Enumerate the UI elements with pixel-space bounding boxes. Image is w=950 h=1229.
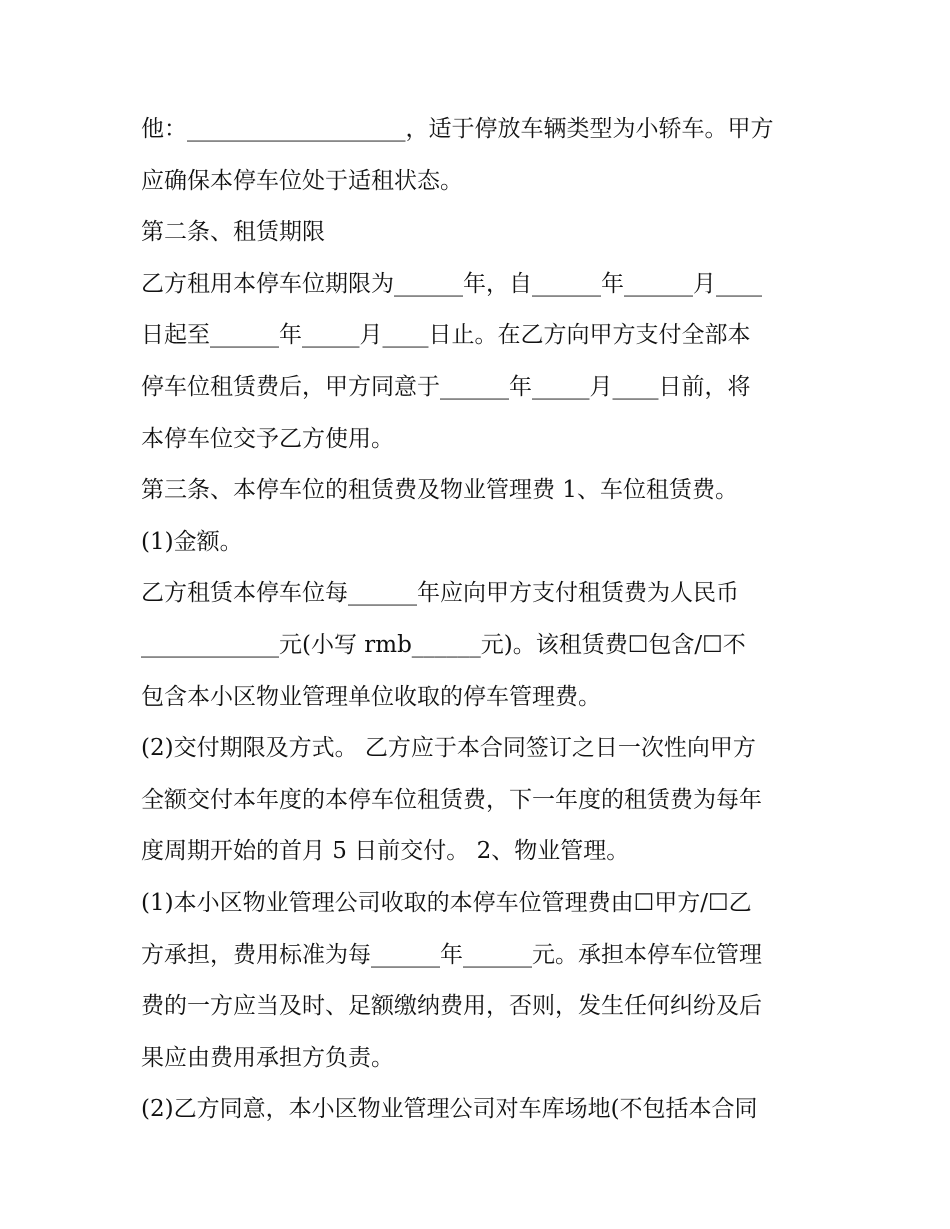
text-line-18: 费的一方应当及时、足额缴纳费用，否则，发生任何纠纷及后 <box>141 993 762 1020</box>
text-line-1: 他：___________________，适于停放车辆类型为小轿车。甲方 <box>141 116 774 142</box>
text-line-15: 度周期开始的首月 5 日前交付。 2、物业管理。 <box>141 838 630 865</box>
text-line-4: 乙方租用本停车位期限为______年，自______年______月____ <box>141 270 762 297</box>
text-line-17: 方承担，费用标准为每______年______元。承担本停车位管理 <box>141 941 762 968</box>
text-line-10: 乙方租赁本停车位每______年应向甲方支付租赁费为人民币 <box>141 580 739 607</box>
text-line-2: 应确保本停车位处于适租状态。 <box>141 167 463 194</box>
contract-text <box>141 104 821 1136</box>
text-line-19: 果应由费用承担方负责。 <box>141 1044 394 1071</box>
text-line-11: ____________元(小写 rmb______元)。该租赁费☐包含/☐不 <box>141 631 746 658</box>
section-heading-3: 第三条、本停车位的租赁费及物业管理费 1、车位租赁费。 <box>141 477 738 504</box>
text-line-12: 包含本小区物业管理单位收取的停车管理费。 <box>141 683 601 710</box>
text-line-7: 本停车位交予乙方使用。 <box>141 425 394 452</box>
section-heading-2: 第二条、租赁期限 <box>141 219 325 246</box>
text-line-14: 全额交付本年度的本停车位租赁费，下一年度的租赁费为每年 <box>141 786 762 813</box>
text-line-20: (2)乙方同意，本小区物业管理公司对车库场地(不包括本合同 <box>141 1096 758 1123</box>
text-line-13: (2)交付期限及方式。 乙方应于本合同签订之日一次性向甲方 <box>141 735 756 762</box>
subheading-amount: (1)金额。 <box>141 528 243 555</box>
text-line-5: 日起至______年_____月____日止。在乙方向甲方支付全部本 <box>141 322 751 349</box>
text-line-6: 停车位租赁费后，甲方同意于______年_____月____日前，将 <box>141 373 751 400</box>
text-line-16: (1)本小区物业管理公司收取的本停车位管理费由☐甲方/☐乙 <box>141 889 752 916</box>
